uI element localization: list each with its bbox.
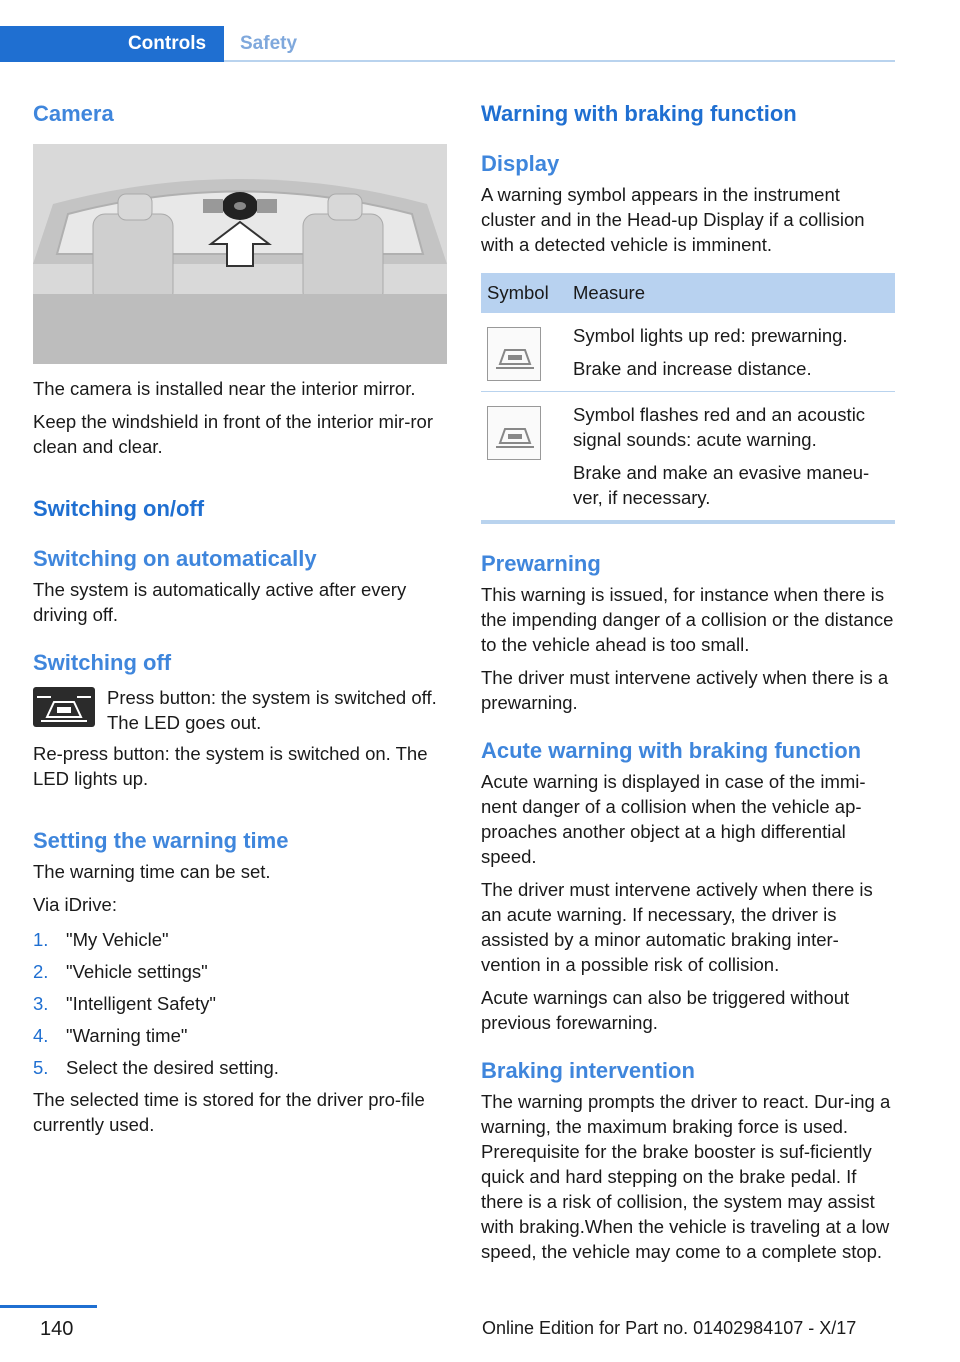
- table-header-row: [481, 273, 895, 313]
- step-number: 3.: [33, 993, 49, 1014]
- list-item: [33, 1023, 447, 1048]
- acute-text-2: The driver must intervene actively when there is an acute warning. If necessary, the driver is assisted by a minor automatic braking inter‐vention in a possible risk of collision.: [481, 879, 873, 975]
- column-header-measure: Measure: [567, 273, 895, 313]
- step-number: 4.: [33, 1025, 49, 1046]
- acute-warning-heading: Acute warning with braking function: [481, 738, 862, 763]
- step-text: "Vehicle settings": [66, 961, 208, 982]
- footer-divider: [0, 1305, 97, 1308]
- measure-cell: [567, 313, 895, 392]
- braking-intervention-text: The warning prompts the driver to react. Dur‐ing a warning, the maximum braking force is used. Prerequisite for the brake booster is suf‐ficiently quick and hard stepping on the brake pedal. If there is a risk of collision, the system may assist with braking.When the vehicle is traveling at a low speed, the vehicle may come to a complete stop.: [481, 1091, 891, 1262]
- camera-heading: Camera: [33, 101, 114, 126]
- vehicle-warning-icon: [487, 327, 541, 381]
- column-header-symbol: Symbol: [481, 273, 567, 313]
- step-text: "Intelligent Safety": [66, 993, 216, 1014]
- table-row: [481, 313, 895, 392]
- braking-intervention-heading: Braking intervention: [481, 1058, 695, 1083]
- idrive-steps-list: [33, 927, 447, 1080]
- repress-text: Re-press button: the system is switched on. The LED lights up.: [33, 743, 428, 789]
- braking-function-heading: Warning with braking function: [481, 101, 797, 126]
- header-bar: [0, 0, 895, 62]
- tab-safety[interactable]: Safety: [240, 33, 298, 54]
- list-item: [33, 927, 447, 952]
- off-heading: Switching off: [33, 650, 172, 675]
- measure-line-2: Brake and increase distance.: [573, 358, 812, 379]
- collision-warning-button-icon: [33, 687, 95, 727]
- car-interior-illustration: [33, 144, 447, 364]
- left-column: [33, 100, 447, 1137]
- warning-time-heading: Setting the warning time: [33, 828, 289, 853]
- warning-time-text: The warning time can be set.: [33, 861, 271, 882]
- measure-line-2: Brake and make an evasive maneu‐ver, if necessary.: [573, 462, 870, 508]
- off-text: Press button: the system is switched off. The LED goes out.: [107, 687, 437, 733]
- measure-line-1: Symbol lights up red: prewarning.: [573, 325, 848, 346]
- step-text: "My Vehicle": [66, 929, 169, 950]
- prewarning-text-1: This warning is issued, for instance when there is the impending danger of a collision or the distance to the vehicle ahead is too small.: [481, 584, 894, 655]
- table-row: [481, 392, 895, 523]
- switch-off-row: [33, 685, 447, 735]
- step-number: 2.: [33, 961, 49, 982]
- list-item: [33, 991, 447, 1016]
- step-number: 5.: [33, 1057, 49, 1078]
- symbol-cell: [481, 313, 567, 392]
- prewarning-heading: Prewarning: [481, 551, 601, 576]
- measure-cell: [567, 392, 895, 523]
- camera-location-image: [33, 144, 447, 364]
- switching-heading: Switching on/off: [33, 496, 205, 521]
- display-text: A warning symbol appears in the instrument cluster and in the Head-up Display if a collision with a detected vehicle is imminent.: [481, 184, 865, 255]
- camera-text-2: Keep the windshield in front of the interior mir‐ror clean and clear.: [33, 411, 433, 457]
- edition-text: Online Edition for Part no. 01402984107 - X/17: [482, 1318, 857, 1338]
- prewarning-text-2: The driver must intervene actively when there is a prewarning.: [481, 667, 889, 713]
- camera-text-1: The camera is installed near the interior mirror.: [33, 378, 416, 399]
- acute-text-1: Acute warning is displayed in case of the immi‐nent danger of a collision when the vehicle ap‐proaches another object at a high differential speed.: [481, 771, 866, 867]
- symbol-table: [481, 273, 895, 524]
- auto-text: The system is automatically active after every driving off.: [33, 579, 407, 625]
- acute-text-3: Acute warnings can also be triggered without previous forewarning.: [481, 987, 850, 1033]
- list-item: [33, 959, 447, 984]
- display-heading: Display: [481, 151, 560, 176]
- right-column: [481, 100, 895, 1264]
- step-number: 1.: [33, 929, 49, 950]
- vehicle-warning-icon: [487, 406, 541, 460]
- auto-heading: Switching on automatically: [33, 546, 317, 571]
- list-item: [33, 1055, 447, 1080]
- symbol-cell: [481, 392, 567, 523]
- tab-controls[interactable]: Controls: [0, 26, 224, 62]
- step-text: "Warning time": [66, 1025, 188, 1046]
- via-idrive-text: Via iDrive:: [33, 894, 117, 915]
- stored-text: The selected time is stored for the driver pro‐file currently used.: [33, 1089, 425, 1135]
- measure-line-1: Symbol flashes red and an acoustic signal sounds: acute warning.: [573, 404, 866, 450]
- page-number: 140: [40, 1318, 74, 1340]
- step-text: Select the desired setting.: [66, 1057, 279, 1078]
